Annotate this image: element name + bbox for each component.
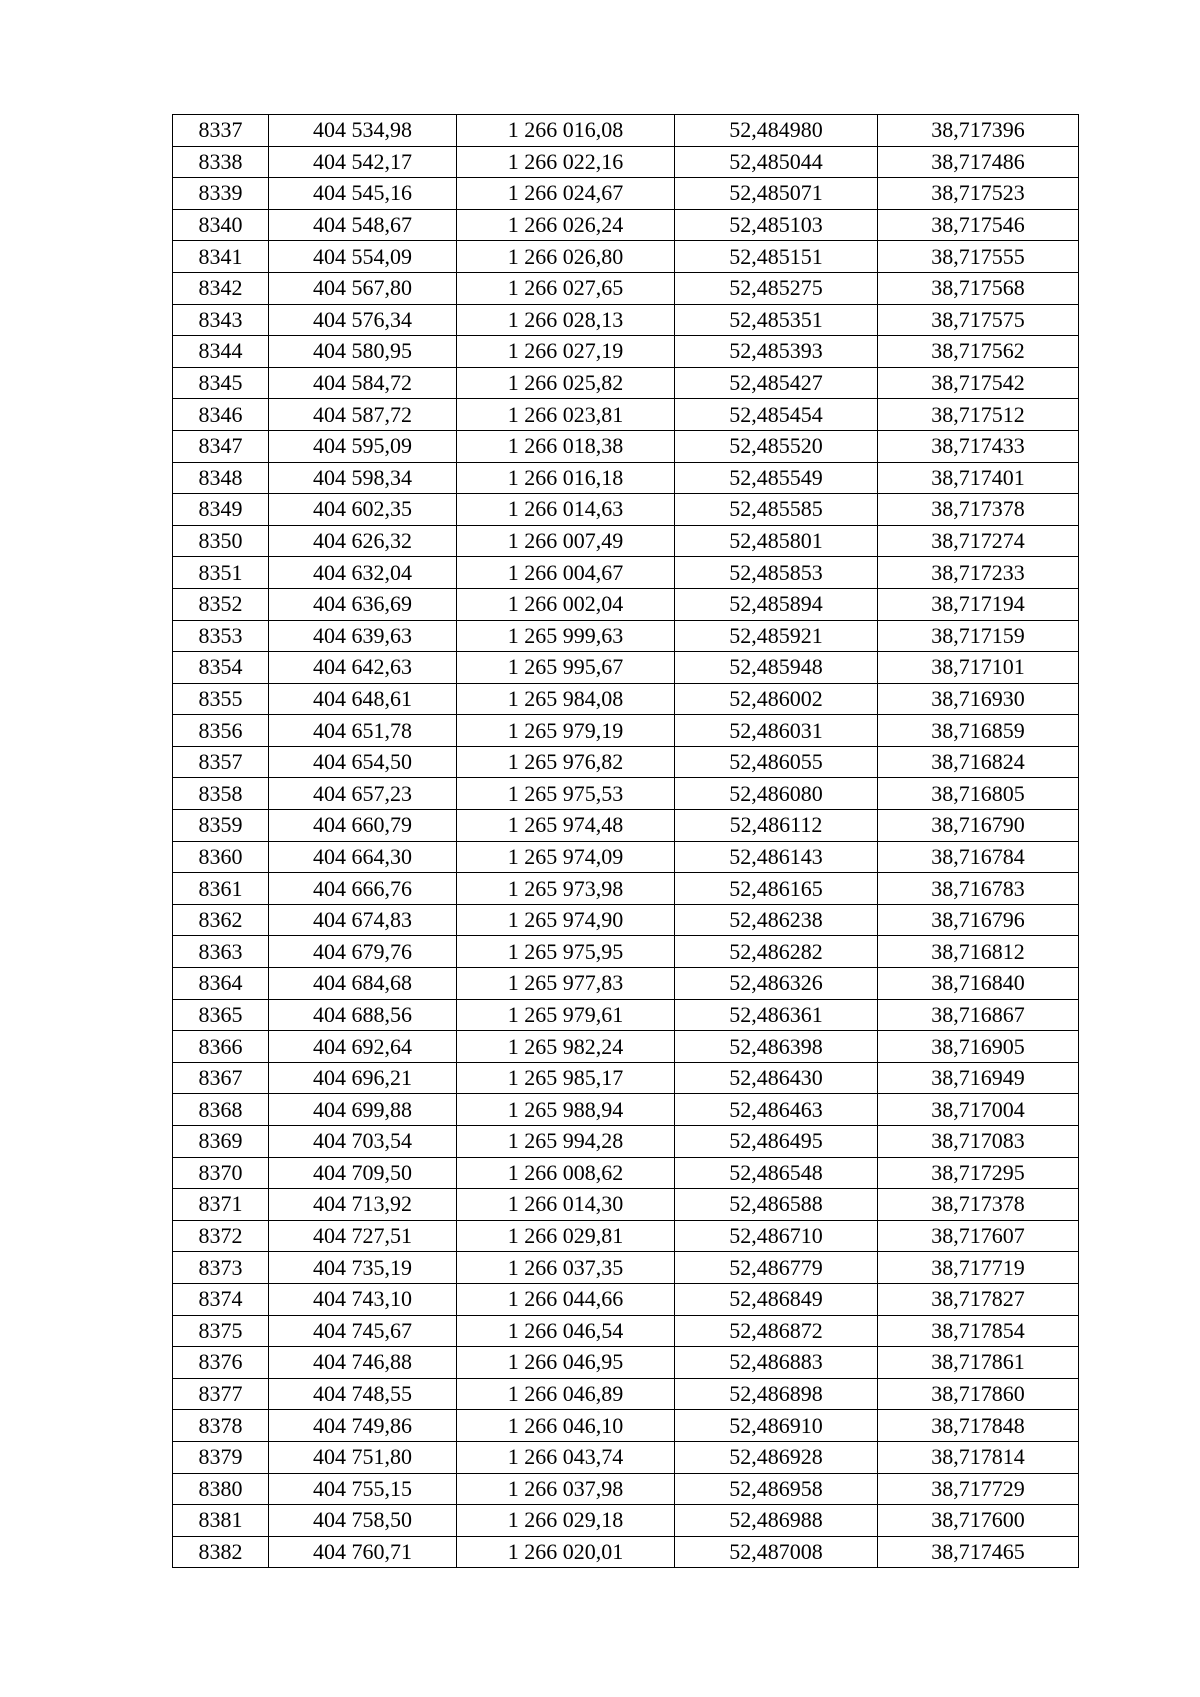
- y-coordinate-cell: 1 266 014,63: [457, 494, 675, 526]
- longitude-cell: 38,716824: [878, 746, 1079, 778]
- x-coordinate-cell: 404 632,04: [269, 557, 457, 589]
- y-coordinate-cell: 1 266 037,98: [457, 1473, 675, 1505]
- longitude-cell: 38,716867: [878, 999, 1079, 1031]
- point-number-cell: 8367: [173, 1062, 269, 1094]
- y-coordinate-cell: 1 266 022,16: [457, 146, 675, 178]
- point-number-cell: 8355: [173, 683, 269, 715]
- y-coordinate-cell: 1 266 046,95: [457, 1347, 675, 1379]
- longitude-cell: 38,717568: [878, 272, 1079, 304]
- point-number-cell: 8365: [173, 999, 269, 1031]
- longitude-cell: 38,717194: [878, 588, 1079, 620]
- longitude-cell: 38,717523: [878, 178, 1079, 210]
- point-number-cell: 8340: [173, 209, 269, 241]
- latitude-cell: 52,486430: [675, 1062, 878, 1094]
- x-coordinate-cell: 404 554,09: [269, 241, 457, 273]
- latitude-cell: 52,485044: [675, 146, 878, 178]
- point-number-cell: 8360: [173, 841, 269, 873]
- x-coordinate-cell: 404 626,32: [269, 525, 457, 557]
- latitude-cell: 52,486361: [675, 999, 878, 1031]
- longitude-cell: 38,717861: [878, 1347, 1079, 1379]
- table-row: [173, 1315, 1079, 1347]
- table-row: [173, 620, 1079, 652]
- y-coordinate-cell: 1 266 046,89: [457, 1378, 675, 1410]
- x-coordinate-cell: 404 639,63: [269, 620, 457, 652]
- latitude-cell: 52,485071: [675, 178, 878, 210]
- point-number-cell: 8350: [173, 525, 269, 557]
- point-number-cell: 8347: [173, 430, 269, 462]
- x-coordinate-cell: 404 703,54: [269, 1126, 457, 1158]
- longitude-cell: 38,717575: [878, 304, 1079, 336]
- y-coordinate-cell: 1 266 027,65: [457, 272, 675, 304]
- y-coordinate-cell: 1 266 046,54: [457, 1315, 675, 1347]
- table-row: [173, 1220, 1079, 1252]
- latitude-cell: 52,486849: [675, 1283, 878, 1315]
- longitude-cell: 38,717233: [878, 557, 1079, 589]
- x-coordinate-cell: 404 657,23: [269, 778, 457, 810]
- y-coordinate-cell: 1 265 994,28: [457, 1126, 675, 1158]
- point-number-cell: 8351: [173, 557, 269, 589]
- latitude-cell: 52,486710: [675, 1220, 878, 1252]
- point-number-cell: 8337: [173, 115, 269, 147]
- table-row: [173, 841, 1079, 873]
- point-number-cell: 8375: [173, 1315, 269, 1347]
- y-coordinate-cell: 1 265 979,61: [457, 999, 675, 1031]
- latitude-cell: 52,485585: [675, 494, 878, 526]
- table-row: [173, 746, 1079, 778]
- x-coordinate-cell: 404 598,34: [269, 462, 457, 494]
- x-coordinate-cell: 404 727,51: [269, 1220, 457, 1252]
- table-row: [173, 652, 1079, 684]
- x-coordinate-cell: 404 758,50: [269, 1505, 457, 1537]
- x-coordinate-cell: 404 587,72: [269, 399, 457, 431]
- x-coordinate-cell: 404 674,83: [269, 904, 457, 936]
- longitude-cell: 38,717854: [878, 1315, 1079, 1347]
- y-coordinate-cell: 1 266 027,19: [457, 336, 675, 368]
- table-row: [173, 683, 1079, 715]
- y-coordinate-cell: 1 266 025,82: [457, 367, 675, 399]
- latitude-cell: 52,485454: [675, 399, 878, 431]
- x-coordinate-cell: 404 648,61: [269, 683, 457, 715]
- y-coordinate-cell: 1 265 979,19: [457, 715, 675, 747]
- latitude-cell: 52,486002: [675, 683, 878, 715]
- longitude-cell: 38,717378: [878, 494, 1079, 526]
- latitude-cell: 52,486588: [675, 1189, 878, 1221]
- latitude-cell: 52,486988: [675, 1505, 878, 1537]
- y-coordinate-cell: 1 265 999,63: [457, 620, 675, 652]
- y-coordinate-cell: 1 266 026,80: [457, 241, 675, 273]
- longitude-cell: 38,717378: [878, 1189, 1079, 1221]
- y-coordinate-cell: 1 265 977,83: [457, 968, 675, 1000]
- x-coordinate-cell: 404 735,19: [269, 1252, 457, 1284]
- table-row: [173, 1378, 1079, 1410]
- table-row: [173, 462, 1079, 494]
- point-number-cell: 8346: [173, 399, 269, 431]
- point-number-cell: 8381: [173, 1505, 269, 1537]
- table-row: [173, 115, 1079, 147]
- table-row: [173, 1094, 1079, 1126]
- x-coordinate-cell: 404 642,63: [269, 652, 457, 684]
- point-number-cell: 8369: [173, 1126, 269, 1158]
- latitude-cell: 52,485393: [675, 336, 878, 368]
- y-coordinate-cell: 1 266 014,30: [457, 1189, 675, 1221]
- table-row: [173, 1252, 1079, 1284]
- x-coordinate-cell: 404 636,69: [269, 588, 457, 620]
- longitude-cell: 38,717729: [878, 1473, 1079, 1505]
- longitude-cell: 38,717607: [878, 1220, 1079, 1252]
- point-number-cell: 8343: [173, 304, 269, 336]
- y-coordinate-cell: 1 265 975,95: [457, 936, 675, 968]
- point-number-cell: 8362: [173, 904, 269, 936]
- longitude-cell: 38,717860: [878, 1378, 1079, 1410]
- y-coordinate-cell: 1 266 016,08: [457, 115, 675, 147]
- x-coordinate-cell: 404 651,78: [269, 715, 457, 747]
- x-coordinate-cell: 404 666,76: [269, 873, 457, 905]
- longitude-cell: 38,717159: [878, 620, 1079, 652]
- point-number-cell: 8379: [173, 1441, 269, 1473]
- x-coordinate-cell: 404 548,67: [269, 209, 457, 241]
- point-number-cell: 8345: [173, 367, 269, 399]
- point-number-cell: 8380: [173, 1473, 269, 1505]
- latitude-cell: 52,485921: [675, 620, 878, 652]
- point-number-cell: 8338: [173, 146, 269, 178]
- point-number-cell: 8344: [173, 336, 269, 368]
- y-coordinate-cell: 1 265 976,82: [457, 746, 675, 778]
- x-coordinate-cell: 404 760,71: [269, 1536, 457, 1568]
- x-coordinate-cell: 404 545,16: [269, 178, 457, 210]
- latitude-cell: 52,486238: [675, 904, 878, 936]
- y-coordinate-cell: 1 265 985,17: [457, 1062, 675, 1094]
- y-coordinate-cell: 1 266 029,81: [457, 1220, 675, 1252]
- longitude-cell: 38,716840: [878, 968, 1079, 1000]
- latitude-cell: 52,485520: [675, 430, 878, 462]
- longitude-cell: 38,716783: [878, 873, 1079, 905]
- longitude-cell: 38,716949: [878, 1062, 1079, 1094]
- y-coordinate-cell: 1 266 046,10: [457, 1410, 675, 1442]
- table-row: [173, 1536, 1079, 1568]
- table-row: [173, 588, 1079, 620]
- x-coordinate-cell: 404 567,80: [269, 272, 457, 304]
- point-number-cell: 8359: [173, 810, 269, 842]
- point-number-cell: 8370: [173, 1157, 269, 1189]
- longitude-cell: 38,716796: [878, 904, 1079, 936]
- point-number-cell: 8341: [173, 241, 269, 273]
- latitude-cell: 52,486495: [675, 1126, 878, 1158]
- coordinates-table: [172, 114, 1079, 1568]
- y-coordinate-cell: 1 266 018,38: [457, 430, 675, 462]
- point-number-cell: 8352: [173, 588, 269, 620]
- point-number-cell: 8373: [173, 1252, 269, 1284]
- latitude-cell: 52,487008: [675, 1536, 878, 1568]
- longitude-cell: 38,716805: [878, 778, 1079, 810]
- latitude-cell: 52,486282: [675, 936, 878, 968]
- longitude-cell: 38,716784: [878, 841, 1079, 873]
- table-row: [173, 1126, 1079, 1158]
- latitude-cell: 52,486112: [675, 810, 878, 842]
- table-row: [173, 430, 1079, 462]
- point-number-cell: 8357: [173, 746, 269, 778]
- table-row: [173, 1410, 1079, 1442]
- table-row: [173, 241, 1079, 273]
- y-coordinate-cell: 1 265 974,90: [457, 904, 675, 936]
- latitude-cell: 52,485275: [675, 272, 878, 304]
- point-number-cell: 8348: [173, 462, 269, 494]
- point-number-cell: 8368: [173, 1094, 269, 1126]
- latitude-cell: 52,486055: [675, 746, 878, 778]
- y-coordinate-cell: 1 266 023,81: [457, 399, 675, 431]
- table-row: [173, 272, 1079, 304]
- y-coordinate-cell: 1 266 044,66: [457, 1283, 675, 1315]
- longitude-cell: 38,717542: [878, 367, 1079, 399]
- x-coordinate-cell: 404 654,50: [269, 746, 457, 778]
- point-number-cell: 8349: [173, 494, 269, 526]
- latitude-cell: 52,485801: [675, 525, 878, 557]
- x-coordinate-cell: 404 696,21: [269, 1062, 457, 1094]
- longitude-cell: 38,717546: [878, 209, 1079, 241]
- longitude-cell: 38,717827: [878, 1283, 1079, 1315]
- point-number-cell: 8364: [173, 968, 269, 1000]
- y-coordinate-cell: 1 266 029,18: [457, 1505, 675, 1537]
- point-number-cell: 8366: [173, 1031, 269, 1063]
- y-coordinate-cell: 1 266 004,67: [457, 557, 675, 589]
- latitude-cell: 52,485427: [675, 367, 878, 399]
- point-number-cell: 8356: [173, 715, 269, 747]
- x-coordinate-cell: 404 584,72: [269, 367, 457, 399]
- longitude-cell: 38,717401: [878, 462, 1079, 494]
- table-row: [173, 178, 1079, 210]
- table-row: [173, 715, 1079, 747]
- point-number-cell: 8371: [173, 1189, 269, 1221]
- table-row: [173, 810, 1079, 842]
- latitude-cell: 52,486326: [675, 968, 878, 1000]
- x-coordinate-cell: 404 534,98: [269, 115, 457, 147]
- longitude-cell: 38,716790: [878, 810, 1079, 842]
- x-coordinate-cell: 404 660,79: [269, 810, 457, 842]
- latitude-cell: 52,485351: [675, 304, 878, 336]
- longitude-cell: 38,717083: [878, 1126, 1079, 1158]
- x-coordinate-cell: 404 692,64: [269, 1031, 457, 1063]
- latitude-cell: 52,486872: [675, 1315, 878, 1347]
- longitude-cell: 38,717719: [878, 1252, 1079, 1284]
- y-coordinate-cell: 1 266 037,35: [457, 1252, 675, 1284]
- x-coordinate-cell: 404 688,56: [269, 999, 457, 1031]
- latitude-cell: 52,486080: [675, 778, 878, 810]
- x-coordinate-cell: 404 748,55: [269, 1378, 457, 1410]
- table-row: [173, 367, 1079, 399]
- latitude-cell: 52,486031: [675, 715, 878, 747]
- point-number-cell: 8354: [173, 652, 269, 684]
- longitude-cell: 38,716812: [878, 936, 1079, 968]
- y-coordinate-cell: 1 265 974,09: [457, 841, 675, 873]
- longitude-cell: 38,717101: [878, 652, 1079, 684]
- x-coordinate-cell: 404 751,80: [269, 1441, 457, 1473]
- point-number-cell: 8342: [173, 272, 269, 304]
- x-coordinate-cell: 404 602,35: [269, 494, 457, 526]
- x-coordinate-cell: 404 745,67: [269, 1315, 457, 1347]
- table-row: [173, 1283, 1079, 1315]
- y-coordinate-cell: 1 265 974,48: [457, 810, 675, 842]
- point-number-cell: 8353: [173, 620, 269, 652]
- latitude-cell: 52,484980: [675, 115, 878, 147]
- y-coordinate-cell: 1 266 008,62: [457, 1157, 675, 1189]
- latitude-cell: 52,485549: [675, 462, 878, 494]
- longitude-cell: 38,717396: [878, 115, 1079, 147]
- table-row: [173, 1347, 1079, 1379]
- y-coordinate-cell: 1 265 982,24: [457, 1031, 675, 1063]
- latitude-cell: 52,486779: [675, 1252, 878, 1284]
- longitude-cell: 38,717848: [878, 1410, 1079, 1442]
- longitude-cell: 38,717004: [878, 1094, 1079, 1126]
- table-row: [173, 999, 1079, 1031]
- latitude-cell: 52,486548: [675, 1157, 878, 1189]
- y-coordinate-cell: 1 265 975,53: [457, 778, 675, 810]
- x-coordinate-cell: 404 713,92: [269, 1189, 457, 1221]
- table-row: [173, 304, 1079, 336]
- latitude-cell: 52,486898: [675, 1378, 878, 1410]
- table-row: [173, 494, 1079, 526]
- table-row: [173, 778, 1079, 810]
- table-row: [173, 209, 1079, 241]
- table-row: [173, 1157, 1079, 1189]
- x-coordinate-cell: 404 749,86: [269, 1410, 457, 1442]
- longitude-cell: 38,717295: [878, 1157, 1079, 1189]
- table-row: [173, 936, 1079, 968]
- table-row: [173, 1473, 1079, 1505]
- point-number-cell: 8358: [173, 778, 269, 810]
- point-number-cell: 8378: [173, 1410, 269, 1442]
- longitude-cell: 38,717274: [878, 525, 1079, 557]
- y-coordinate-cell: 1 266 007,49: [457, 525, 675, 557]
- latitude-cell: 52,485853: [675, 557, 878, 589]
- x-coordinate-cell: 404 709,50: [269, 1157, 457, 1189]
- table-row: [173, 146, 1079, 178]
- x-coordinate-cell: 404 542,17: [269, 146, 457, 178]
- x-coordinate-cell: 404 679,76: [269, 936, 457, 968]
- longitude-cell: 38,716905: [878, 1031, 1079, 1063]
- table-row: [173, 399, 1079, 431]
- latitude-cell: 52,485894: [675, 588, 878, 620]
- x-coordinate-cell: 404 580,95: [269, 336, 457, 368]
- latitude-cell: 52,485103: [675, 209, 878, 241]
- table-row: [173, 525, 1079, 557]
- longitude-cell: 38,717465: [878, 1536, 1079, 1568]
- y-coordinate-cell: 1 266 016,18: [457, 462, 675, 494]
- table-row: [173, 336, 1079, 368]
- longitude-cell: 38,717555: [878, 241, 1079, 273]
- x-coordinate-cell: 404 746,88: [269, 1347, 457, 1379]
- point-number-cell: 8374: [173, 1283, 269, 1315]
- point-number-cell: 8361: [173, 873, 269, 905]
- x-coordinate-cell: 404 743,10: [269, 1283, 457, 1315]
- y-coordinate-cell: 1 266 024,67: [457, 178, 675, 210]
- longitude-cell: 38,717486: [878, 146, 1079, 178]
- y-coordinate-cell: 1 265 973,98: [457, 873, 675, 905]
- table-row: [173, 873, 1079, 905]
- longitude-cell: 38,717814: [878, 1441, 1079, 1473]
- longitude-cell: 38,716859: [878, 715, 1079, 747]
- longitude-cell: 38,717600: [878, 1505, 1079, 1537]
- y-coordinate-cell: 1 265 995,67: [457, 652, 675, 684]
- coordinates-table-body: [173, 115, 1079, 1568]
- point-number-cell: 8363: [173, 936, 269, 968]
- point-number-cell: 8372: [173, 1220, 269, 1252]
- y-coordinate-cell: 1 266 002,04: [457, 588, 675, 620]
- latitude-cell: 52,486463: [675, 1094, 878, 1126]
- y-coordinate-cell: 1 265 988,94: [457, 1094, 675, 1126]
- latitude-cell: 52,486143: [675, 841, 878, 873]
- x-coordinate-cell: 404 699,88: [269, 1094, 457, 1126]
- point-number-cell: 8339: [173, 178, 269, 210]
- x-coordinate-cell: 404 664,30: [269, 841, 457, 873]
- latitude-cell: 52,486883: [675, 1347, 878, 1379]
- longitude-cell: 38,717562: [878, 336, 1079, 368]
- table-row: [173, 904, 1079, 936]
- table-row: [173, 1031, 1079, 1063]
- longitude-cell: 38,717512: [878, 399, 1079, 431]
- y-coordinate-cell: 1 266 026,24: [457, 209, 675, 241]
- point-number-cell: 8382: [173, 1536, 269, 1568]
- latitude-cell: 52,485151: [675, 241, 878, 273]
- x-coordinate-cell: 404 595,09: [269, 430, 457, 462]
- longitude-cell: 38,716930: [878, 683, 1079, 715]
- y-coordinate-cell: 1 266 028,13: [457, 304, 675, 336]
- latitude-cell: 52,486910: [675, 1410, 878, 1442]
- y-coordinate-cell: 1 266 043,74: [457, 1441, 675, 1473]
- point-number-cell: 8376: [173, 1347, 269, 1379]
- latitude-cell: 52,486928: [675, 1441, 878, 1473]
- latitude-cell: 52,486398: [675, 1031, 878, 1063]
- longitude-cell: 38,717433: [878, 430, 1079, 462]
- table-row: [173, 1189, 1079, 1221]
- table-row: [173, 1441, 1079, 1473]
- table-row: [173, 1062, 1079, 1094]
- x-coordinate-cell: 404 684,68: [269, 968, 457, 1000]
- point-number-cell: 8377: [173, 1378, 269, 1410]
- table-row: [173, 1505, 1079, 1537]
- table-row: [173, 968, 1079, 1000]
- x-coordinate-cell: 404 755,15: [269, 1473, 457, 1505]
- latitude-cell: 52,485948: [675, 652, 878, 684]
- table-row: [173, 557, 1079, 589]
- x-coordinate-cell: 404 576,34: [269, 304, 457, 336]
- y-coordinate-cell: 1 265 984,08: [457, 683, 675, 715]
- y-coordinate-cell: 1 266 020,01: [457, 1536, 675, 1568]
- latitude-cell: 52,486165: [675, 873, 878, 905]
- latitude-cell: 52,486958: [675, 1473, 878, 1505]
